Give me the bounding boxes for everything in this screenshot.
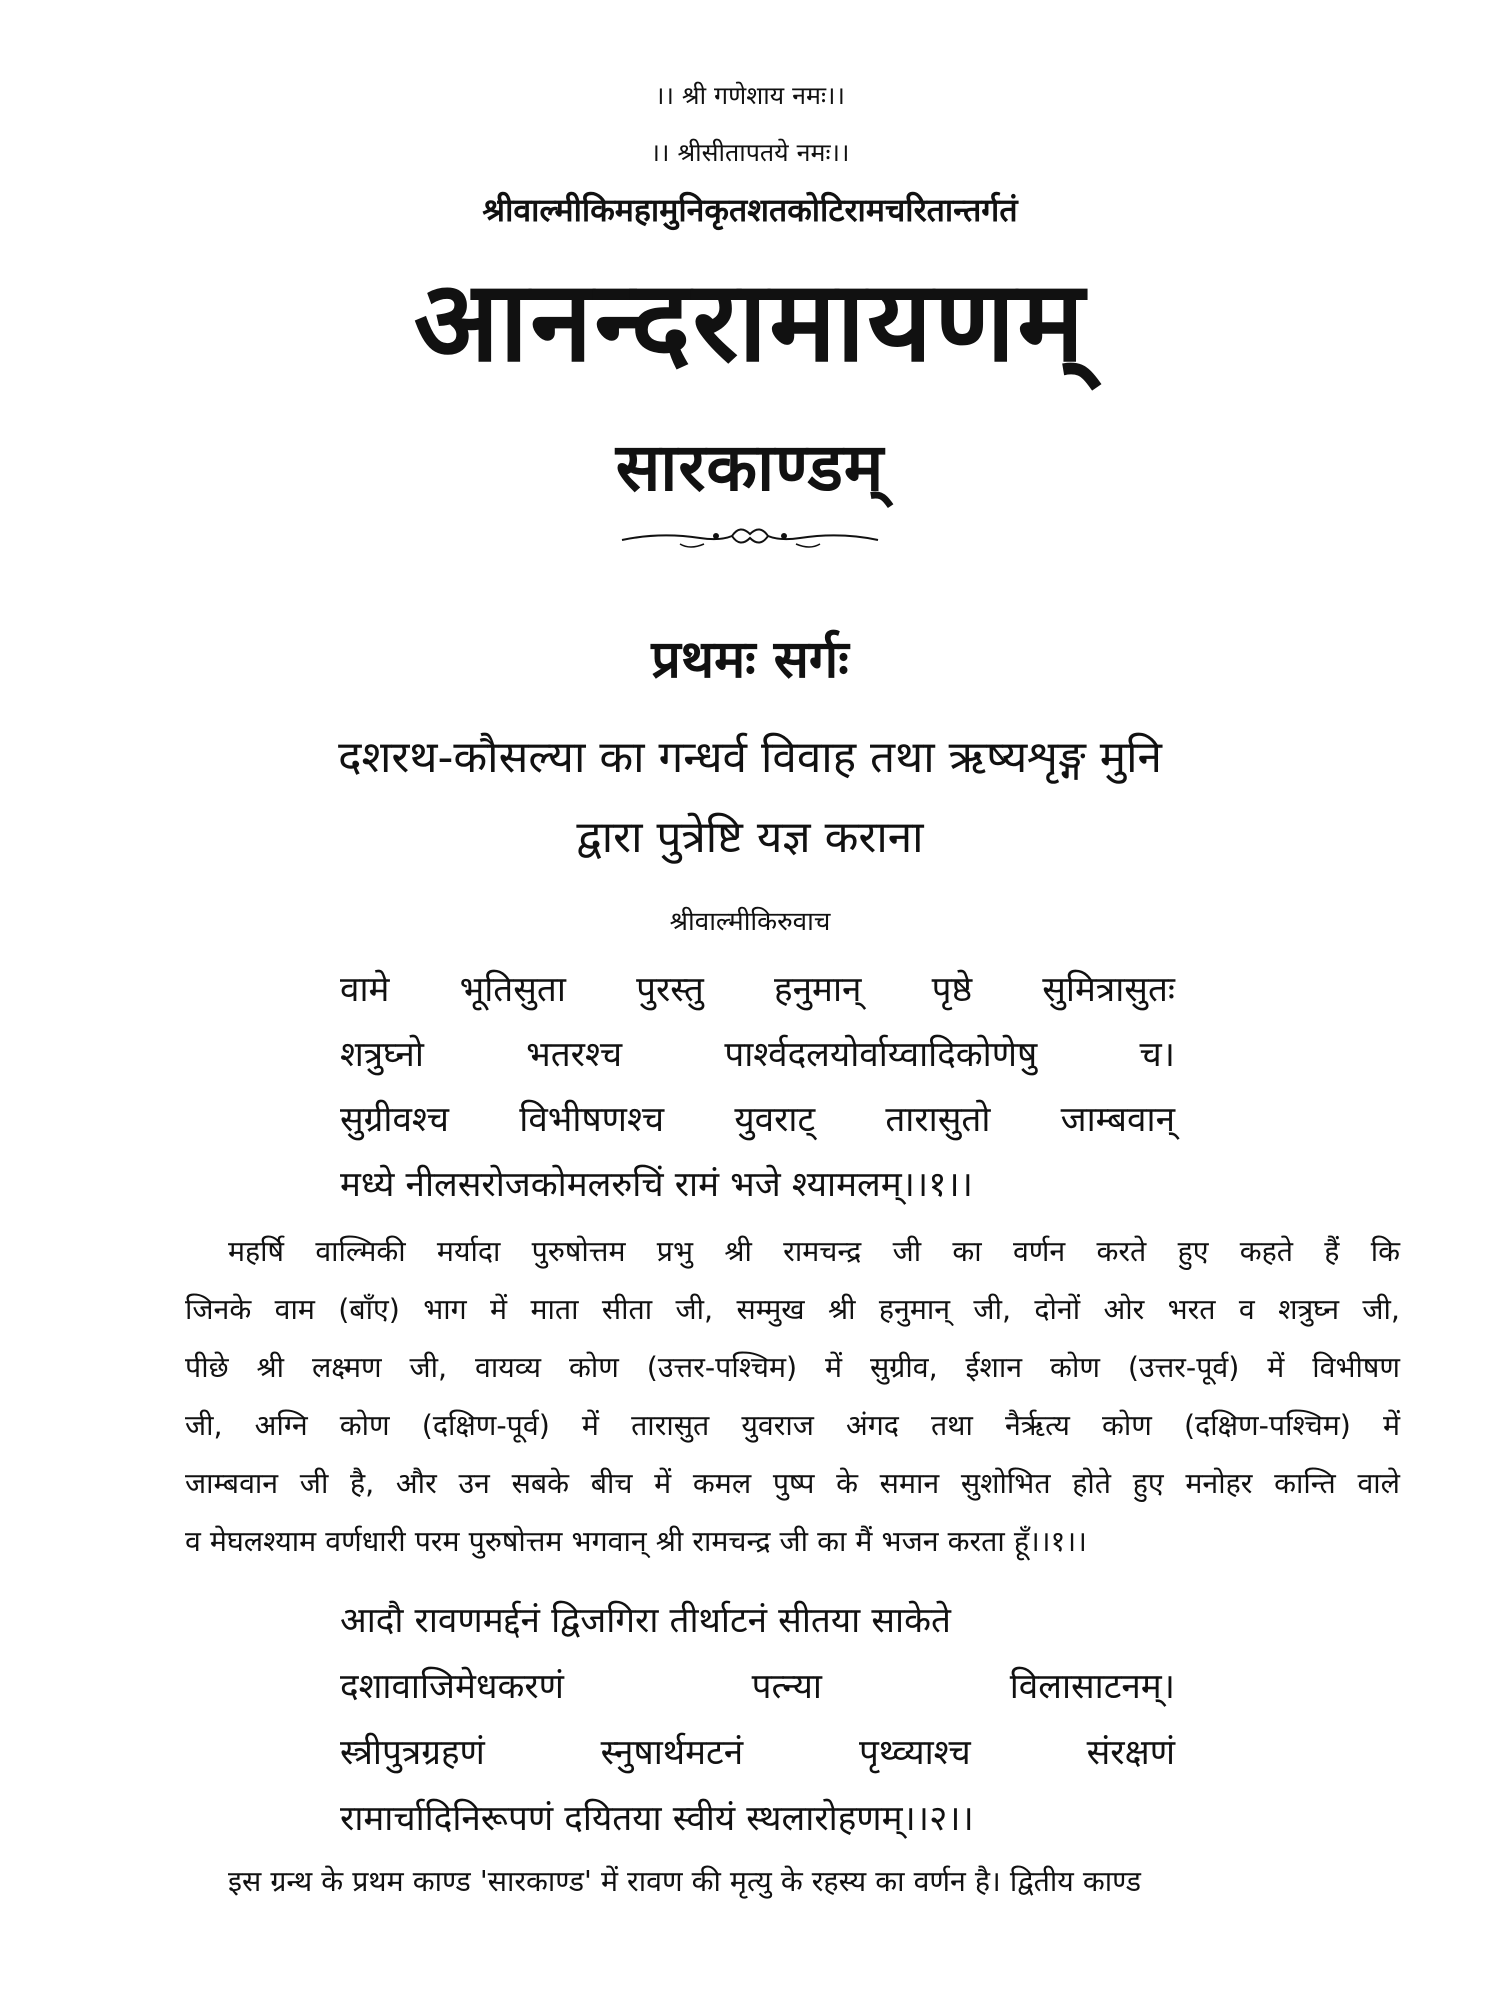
sitapati-invocation: ।। श्रीसीतापतये नमः।। bbox=[650, 138, 850, 167]
verse-2-line-1: आदौ रावणमर्द्दनं द्विजगिरा तीर्थाटनं सीतया साकेते bbox=[340, 1601, 951, 1641]
chapter-heading-line-1: दशरथ-कौसल्या का गन्धर्व विवाह तथा ऋष्यशृङ्ग मुनि bbox=[338, 732, 1162, 783]
commentary-1-line-4: जी, अग्नि कोण (दक्षिण-पूर्व) में तारासुत युवराज अंगद तथा नैर्ऋत्य कोण (दक्षिण-पश्चिम) में bbox=[185, 1409, 1400, 1442]
work-context-line: श्रीवाल्मीकिमहामुनिकृतशतकोटिरामचरितान्तर्गतं bbox=[482, 191, 1018, 229]
commentary-2-line-1: इस ग्रन्थ के प्रथम काण्ड 'सारकाण्ड' में रावण की मृत्यु के रहस्य का वर्णन है। द्वितीय काण्ड bbox=[228, 1865, 1141, 1898]
verse-2-line-2: दशावाजिमेधकरणं पत्न्या विलासाटनम्। bbox=[340, 1667, 1175, 1707]
ornament-divider bbox=[620, 522, 880, 552]
verse-1-line-1: वामे भूतिसुता पुरस्तु हनुमान् पृष्ठे सुमित्रासुतः bbox=[340, 970, 1175, 1010]
verse-1-line-2: शत्रुघ्नो भतरश्च पार्श्वदलयोर्वाय्वादिकोणेषु च। bbox=[340, 1035, 1175, 1075]
book-title: आनन्दरामायणम् bbox=[413, 257, 1087, 387]
ganesha-invocation: ।। श्री गणेशाय नमः।। bbox=[655, 81, 845, 110]
kanda-title: सारकाण्डम् bbox=[615, 429, 885, 506]
commentary-1-line-3: पीछे श्री लक्ष्मण जी, वायव्य कोण (उत्तर-पश्चिम) में सुग्रीव, ईशान कोण (उत्तर-पूर्व) में विभीषण bbox=[185, 1351, 1400, 1384]
verse-1-line-3: सुग्रीवश्च विभीषणश्च युवराट् तारासुतो जाम्बवान् bbox=[340, 1100, 1175, 1140]
commentary-1-line-1: महर्षि वाल्मिकी मर्यादा पुरुषोत्तम प्रभु श्री रामचन्द्र जी का वर्णन करते हुए कहते हैं कि bbox=[228, 1235, 1400, 1268]
chapter-heading-line-2: द्वारा पुत्रेष्टि यज्ञ कराना bbox=[576, 812, 924, 863]
sarga-heading: प्रथमः सर्गः bbox=[651, 630, 849, 690]
commentary-1-line-5: जाम्बवान जी है, और उन सबके बीच में कमल पुष्प के समान सुशोभित होते हुए मनोहर कान्ति वाले bbox=[185, 1467, 1400, 1500]
commentary-1-line-2: जिनके वाम (बाँए) भाग में माता सीता जी, सम्मुख श्री हनुमान् जी, दोनों ओर भरत व शत्रुघ्न जी, bbox=[185, 1293, 1400, 1326]
commentary-1-line-6: व मेघलश्याम वर्णधारी परम पुरुषोत्तम भगवान् श्री रामचन्द्र जी का मैं भजन करता हूँ।।१।। bbox=[185, 1525, 1087, 1558]
speaker-line: श्रीवाल्मीकिरुवाच bbox=[669, 907, 831, 937]
verse-2-line-3: स्त्रीपुत्रग्रहणं स्नुषार्थमटनं पृथ्व्याश्च संरक्षणं bbox=[340, 1733, 1175, 1773]
verse-2-line-4: रामार्चादिनिरूपणं दयितया स्वीयं स्थलारोहणम्।।२।। bbox=[340, 1799, 974, 1839]
verse-1-line-4: मध्ये नीलसरोजकोमलरुचिं रामं भजे श्यामलम्।।१।। bbox=[340, 1165, 973, 1205]
